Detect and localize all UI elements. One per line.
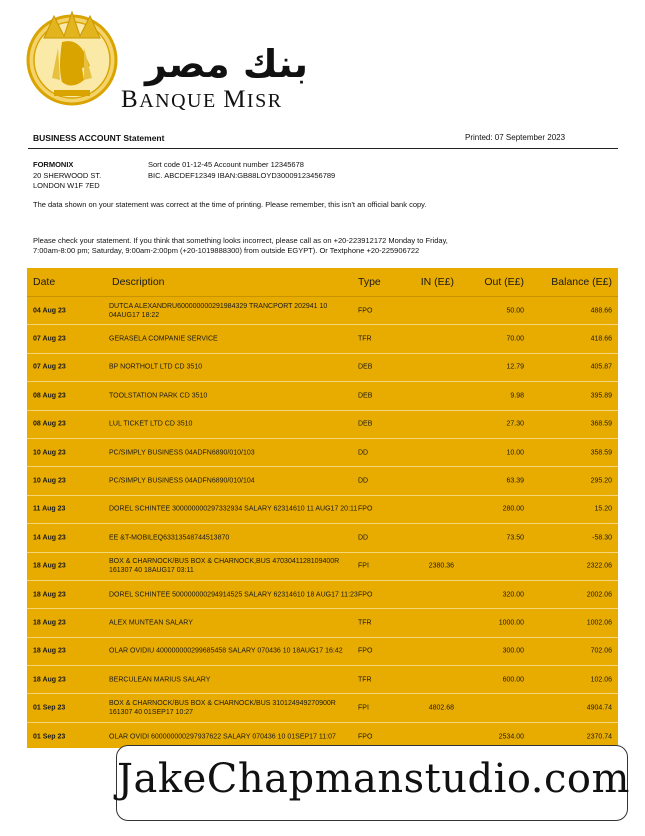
header-divider — [28, 148, 618, 149]
row-out: 9.98 — [510, 392, 524, 400]
row-date: 18 Aug 23 — [33, 591, 66, 599]
table-row — [27, 382, 618, 410]
row-balance: 15.20 — [594, 505, 612, 513]
address-line-1: 20 SHERWOOD ST. — [33, 170, 102, 180]
table-row — [27, 553, 618, 581]
table-row — [27, 609, 618, 637]
row-out: 27.30 — [506, 420, 524, 428]
row-description: BOX & CHARNOCK/BUS BOX & CHARNOCK/BUS 310124949270900R 161307 40 01SEP17 10:27 — [109, 700, 336, 717]
row-balance: 702.06 — [590, 647, 612, 655]
header-type: Type — [358, 276, 381, 288]
watermark-text: JakeChapmanstudio.com — [117, 756, 630, 802]
transactions-table — [27, 268, 618, 748]
table-row — [27, 524, 618, 552]
watermark-banner — [116, 745, 628, 821]
row-description: EE &T-MOBILEQ63313548744513870 — [109, 534, 230, 542]
row-date: 14 Aug 23 — [33, 534, 66, 542]
row-in: 4802.68 — [428, 704, 454, 712]
row-out: 280.00 — [502, 505, 524, 513]
table-row — [27, 297, 618, 325]
row-balance: 2002.06 — [586, 591, 612, 599]
row-out: 2534.00 — [498, 733, 524, 741]
row-date: 08 Aug 23 — [33, 392, 66, 400]
header-in: IN (E£) — [420, 276, 454, 288]
row-description: TOOLSTATION PARK CD 3510 — [109, 392, 208, 400]
row-type: FPI — [358, 704, 369, 712]
row-type: FPI — [358, 562, 369, 570]
row-type: DEB — [358, 363, 373, 371]
row-balance: 395.89 — [590, 392, 612, 400]
row-date: 01 Sep 23 — [33, 704, 66, 712]
row-balance: 405.87 — [590, 363, 612, 371]
row-out: 320.00 — [502, 591, 524, 599]
bank-latin-name: BANQUE MISR — [121, 86, 283, 113]
row-type: DD — [358, 449, 369, 457]
row-out: 12.79 — [506, 363, 524, 371]
accuracy-notice: The data shown on your statement was correct at the time of printing. Please remember, this isn't an official bank copy. — [33, 200, 427, 209]
bank-arabic-name: بنك مصر — [144, 42, 308, 86]
row-type: DEB — [358, 420, 373, 428]
row-balance: -58.30 — [592, 534, 612, 542]
header-out: Out (E£) — [484, 276, 524, 288]
row-out: 300.00 — [502, 647, 524, 655]
row-description: GERASELA COMPANIE SERVICE — [109, 335, 218, 343]
table-body — [27, 297, 618, 748]
row-date: 01 Sep 23 — [33, 733, 66, 741]
row-type: FPO — [358, 647, 373, 655]
row-description: BERCULEAN MARIUS SALARY — [109, 676, 211, 684]
banque-misr-logo-icon — [24, 8, 120, 108]
row-type: TFR — [358, 335, 372, 343]
table-row — [27, 496, 618, 524]
table-row — [27, 325, 618, 353]
row-balance: 102.06 — [590, 676, 612, 684]
table-row — [27, 354, 618, 382]
table-row — [27, 467, 618, 495]
row-description: DUTCA ALEXANDRU600000000291984329 TRANCPORT 202941 10 04AUG17 18:22 — [109, 302, 328, 319]
row-type: DD — [358, 477, 369, 485]
row-out: 73.50 — [506, 534, 524, 542]
table-row — [27, 439, 618, 467]
row-out: 1000.00 — [498, 619, 524, 627]
row-type: FPO — [358, 505, 373, 513]
row-balance: 295.20 — [590, 477, 612, 485]
contact-notice: Please check your statement. If you think that something looks incorrect, please call as on +20-223912172 Monday to Friday, 7:00am-8:00 pm; Saturday, 9:00am-2:00pm (+20-1019888300) from outside EGYPT). Or Textphone +20-225906722 — [33, 236, 448, 255]
row-description: DOREL SCHINTEE 300000000297332934 SALARY 62314610 11 AUG17 20:11 — [109, 505, 358, 513]
row-balance: 2370.74 — [586, 733, 612, 741]
row-date: 11 Aug 23 — [33, 505, 66, 513]
row-date: 18 Aug 23 — [33, 562, 66, 570]
row-balance: 4904.74 — [586, 704, 612, 712]
row-date: 18 Aug 23 — [33, 619, 66, 627]
row-type: TFR — [358, 676, 372, 684]
row-out: 50.00 — [506, 307, 524, 315]
row-date: 08 Aug 23 — [33, 420, 66, 428]
account-details — [148, 160, 335, 181]
row-description: ALEX MUNTEAN SALARY — [109, 619, 193, 627]
header-date: Date — [33, 276, 56, 288]
statement-title: BUSINESS ACCOUNT Statement — [33, 133, 165, 143]
row-date: 07 Aug 23 — [33, 335, 66, 343]
table-row — [27, 666, 618, 694]
row-date: 07 Aug 23 — [33, 363, 66, 371]
row-description: BP NORTHOLT LTD CD 3510 — [109, 363, 203, 371]
row-out: 10.00 — [506, 449, 524, 457]
customer-address — [33, 160, 101, 192]
row-out: 70.00 — [506, 335, 524, 343]
row-balance: 358.59 — [590, 449, 612, 457]
row-balance: 2322.06 — [586, 562, 612, 570]
row-type: DEB — [358, 392, 373, 400]
header-description: Description — [112, 276, 165, 288]
row-description: OLAR OVIDIU 400000000299685458 SALARY 070436 10 18AUG17 16:42 — [109, 647, 343, 655]
row-description: DOREL SCHINTEE 500000000294914525 SALARY 62314610 18 AUG17 11:23 — [109, 591, 358, 599]
row-balance: 488.66 — [590, 307, 612, 315]
row-description: LUL TICKET LTD CD 3510 — [109, 420, 193, 428]
row-in: 2380.36 — [428, 562, 454, 570]
row-date: 18 Aug 23 — [33, 676, 66, 684]
row-date: 04 Aug 23 — [33, 307, 66, 315]
table-row — [27, 694, 618, 722]
row-description: PC/SIMPLY BUSINESS 04ADFN6890/010/104 — [109, 477, 255, 485]
row-out: 63.39 — [506, 477, 524, 485]
table-row — [27, 581, 618, 609]
account-line-1: Sort code 01-12-45 Account number 12345678 — [148, 160, 304, 169]
row-date: 18 Aug 23 — [33, 647, 66, 655]
row-type: TFR — [358, 619, 372, 627]
row-type: FPO — [358, 591, 373, 599]
row-balance: 368.59 — [590, 420, 612, 428]
row-date: 10 Aug 23 — [33, 449, 66, 457]
table-header — [27, 268, 618, 297]
row-type: FPO — [358, 307, 373, 315]
row-description: BOX & CHARNOCK/BUS BOX & CHARNOCK,BUS 4703041128109400R 161307 40 18AUG17 03:11 — [109, 558, 340, 575]
row-description: PC/SIMPLY BUSINESS 04ADFN6890/010/103 — [109, 449, 255, 457]
printed-date: Printed: 07 September 2023 — [465, 133, 566, 142]
header-balance: Balance (E£) — [551, 276, 612, 288]
row-out: 600.00 — [502, 676, 524, 684]
row-date: 10 Aug 23 — [33, 477, 66, 485]
customer-name: FORMONIX — [33, 160, 74, 169]
row-balance: 418.66 — [590, 335, 612, 343]
row-type: DD — [358, 534, 369, 542]
table-row — [27, 411, 618, 439]
address-line-2: LONDON W1F 7ED — [33, 181, 100, 190]
row-balance: 1002.06 — [586, 619, 612, 627]
account-line-2: BIC. ABCDEF12349 IBAN:GB88LOYD30009123456789 — [148, 170, 336, 180]
table-row — [27, 638, 618, 666]
row-type: FPO — [358, 733, 373, 741]
row-description: OLAR OVIDI 600000000297937622 SALARY 070436 10 01SEP17 11:07 — [109, 733, 336, 741]
